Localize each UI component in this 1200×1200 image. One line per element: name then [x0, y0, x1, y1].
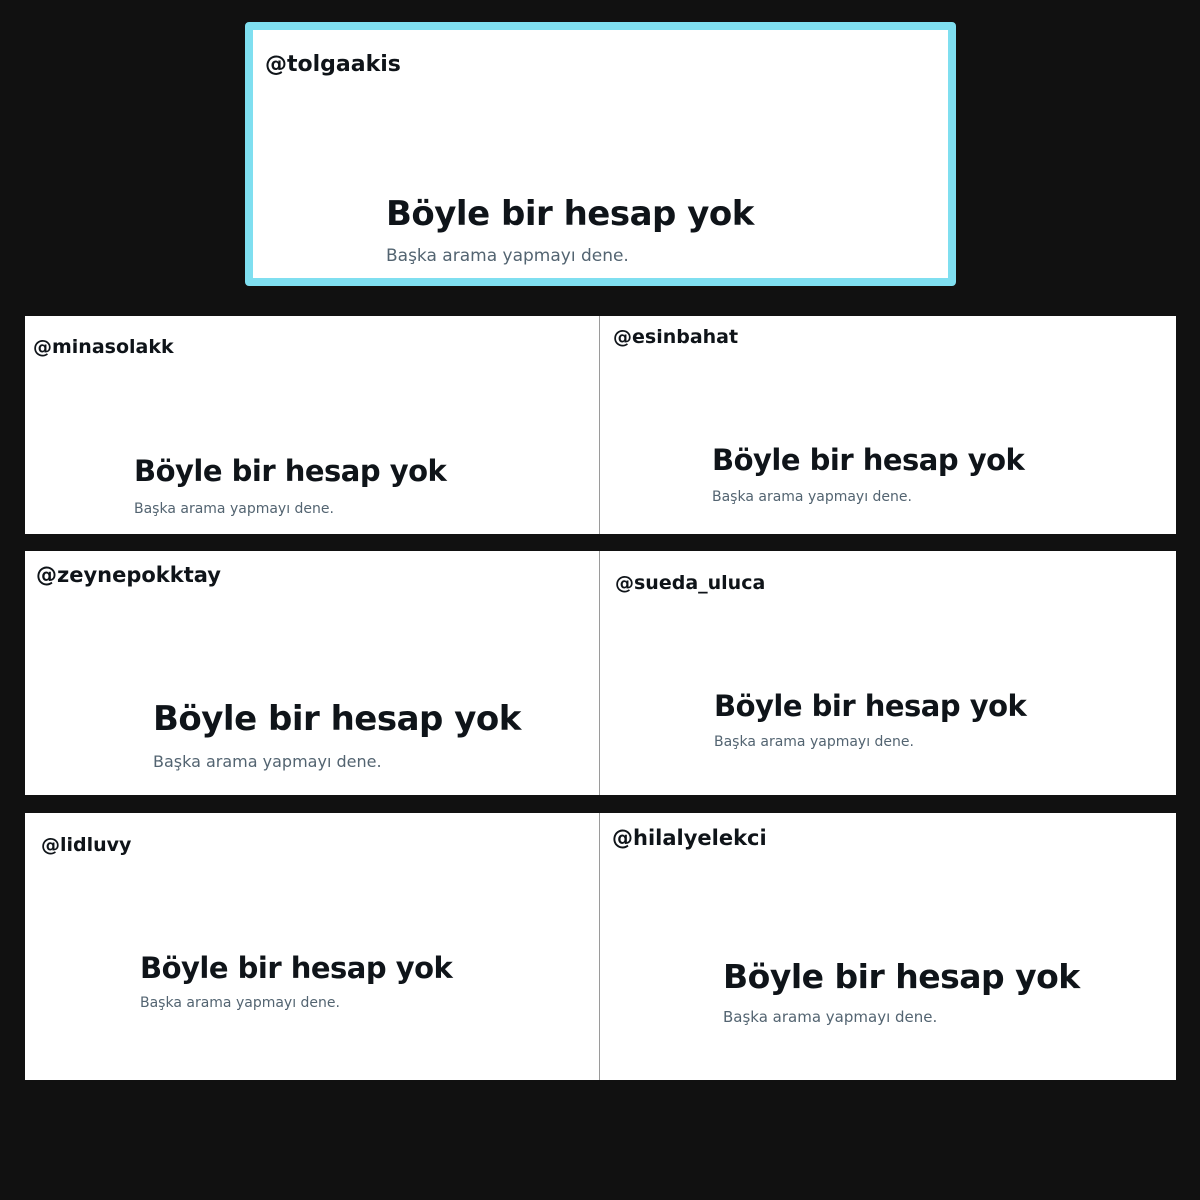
account-handle: @esinbahat — [613, 326, 739, 348]
account-not-found-subtitle: Başka arama yapmayı dene. — [386, 246, 629, 266]
account-not-found-subtitle: Başka arama yapmayı dene. — [134, 501, 334, 517]
account-handle: @lidluvy — [41, 834, 132, 856]
account-handle: @sueda_uluca — [615, 572, 766, 594]
account-not-found-subtitle: Başka arama yapmayı dene. — [153, 752, 382, 771]
account-handle: @tolgaakis — [265, 52, 401, 77]
account-card — [600, 551, 1176, 795]
account-not-found-title: Böyle bir hesap yok — [712, 443, 1025, 477]
account-not-found-title: Böyle bir hesap yok — [134, 454, 447, 488]
account-not-found-subtitle: Başka arama yapmayı dene. — [723, 1008, 938, 1026]
account-not-found-title: Böyle bir hesap yok — [723, 957, 1080, 996]
account-not-found-subtitle: Başka arama yapmayı dene. — [712, 489, 912, 505]
account-card — [25, 551, 600, 795]
account-card — [600, 813, 1176, 1080]
account-handle: @minasolakk — [33, 336, 174, 358]
account-not-found-title: Böyle bir hesap yok — [714, 689, 1027, 723]
account-card — [25, 813, 600, 1080]
account-card — [25, 316, 600, 534]
account-not-found-title: Böyle bir hesap yok — [140, 951, 453, 985]
account-not-found-subtitle: Başka arama yapmayı dene. — [140, 995, 340, 1011]
account-card — [600, 316, 1176, 534]
account-not-found-subtitle: Başka arama yapmayı dene. — [714, 734, 914, 750]
account-not-found-title: Böyle bir hesap yok — [386, 194, 754, 234]
account-handle: @zeynepokktay — [36, 563, 221, 587]
account-not-found-title: Böyle bir hesap yok — [153, 699, 521, 739]
account-handle: @hilalyelekci — [612, 826, 767, 850]
featured-account-card — [245, 22, 956, 286]
